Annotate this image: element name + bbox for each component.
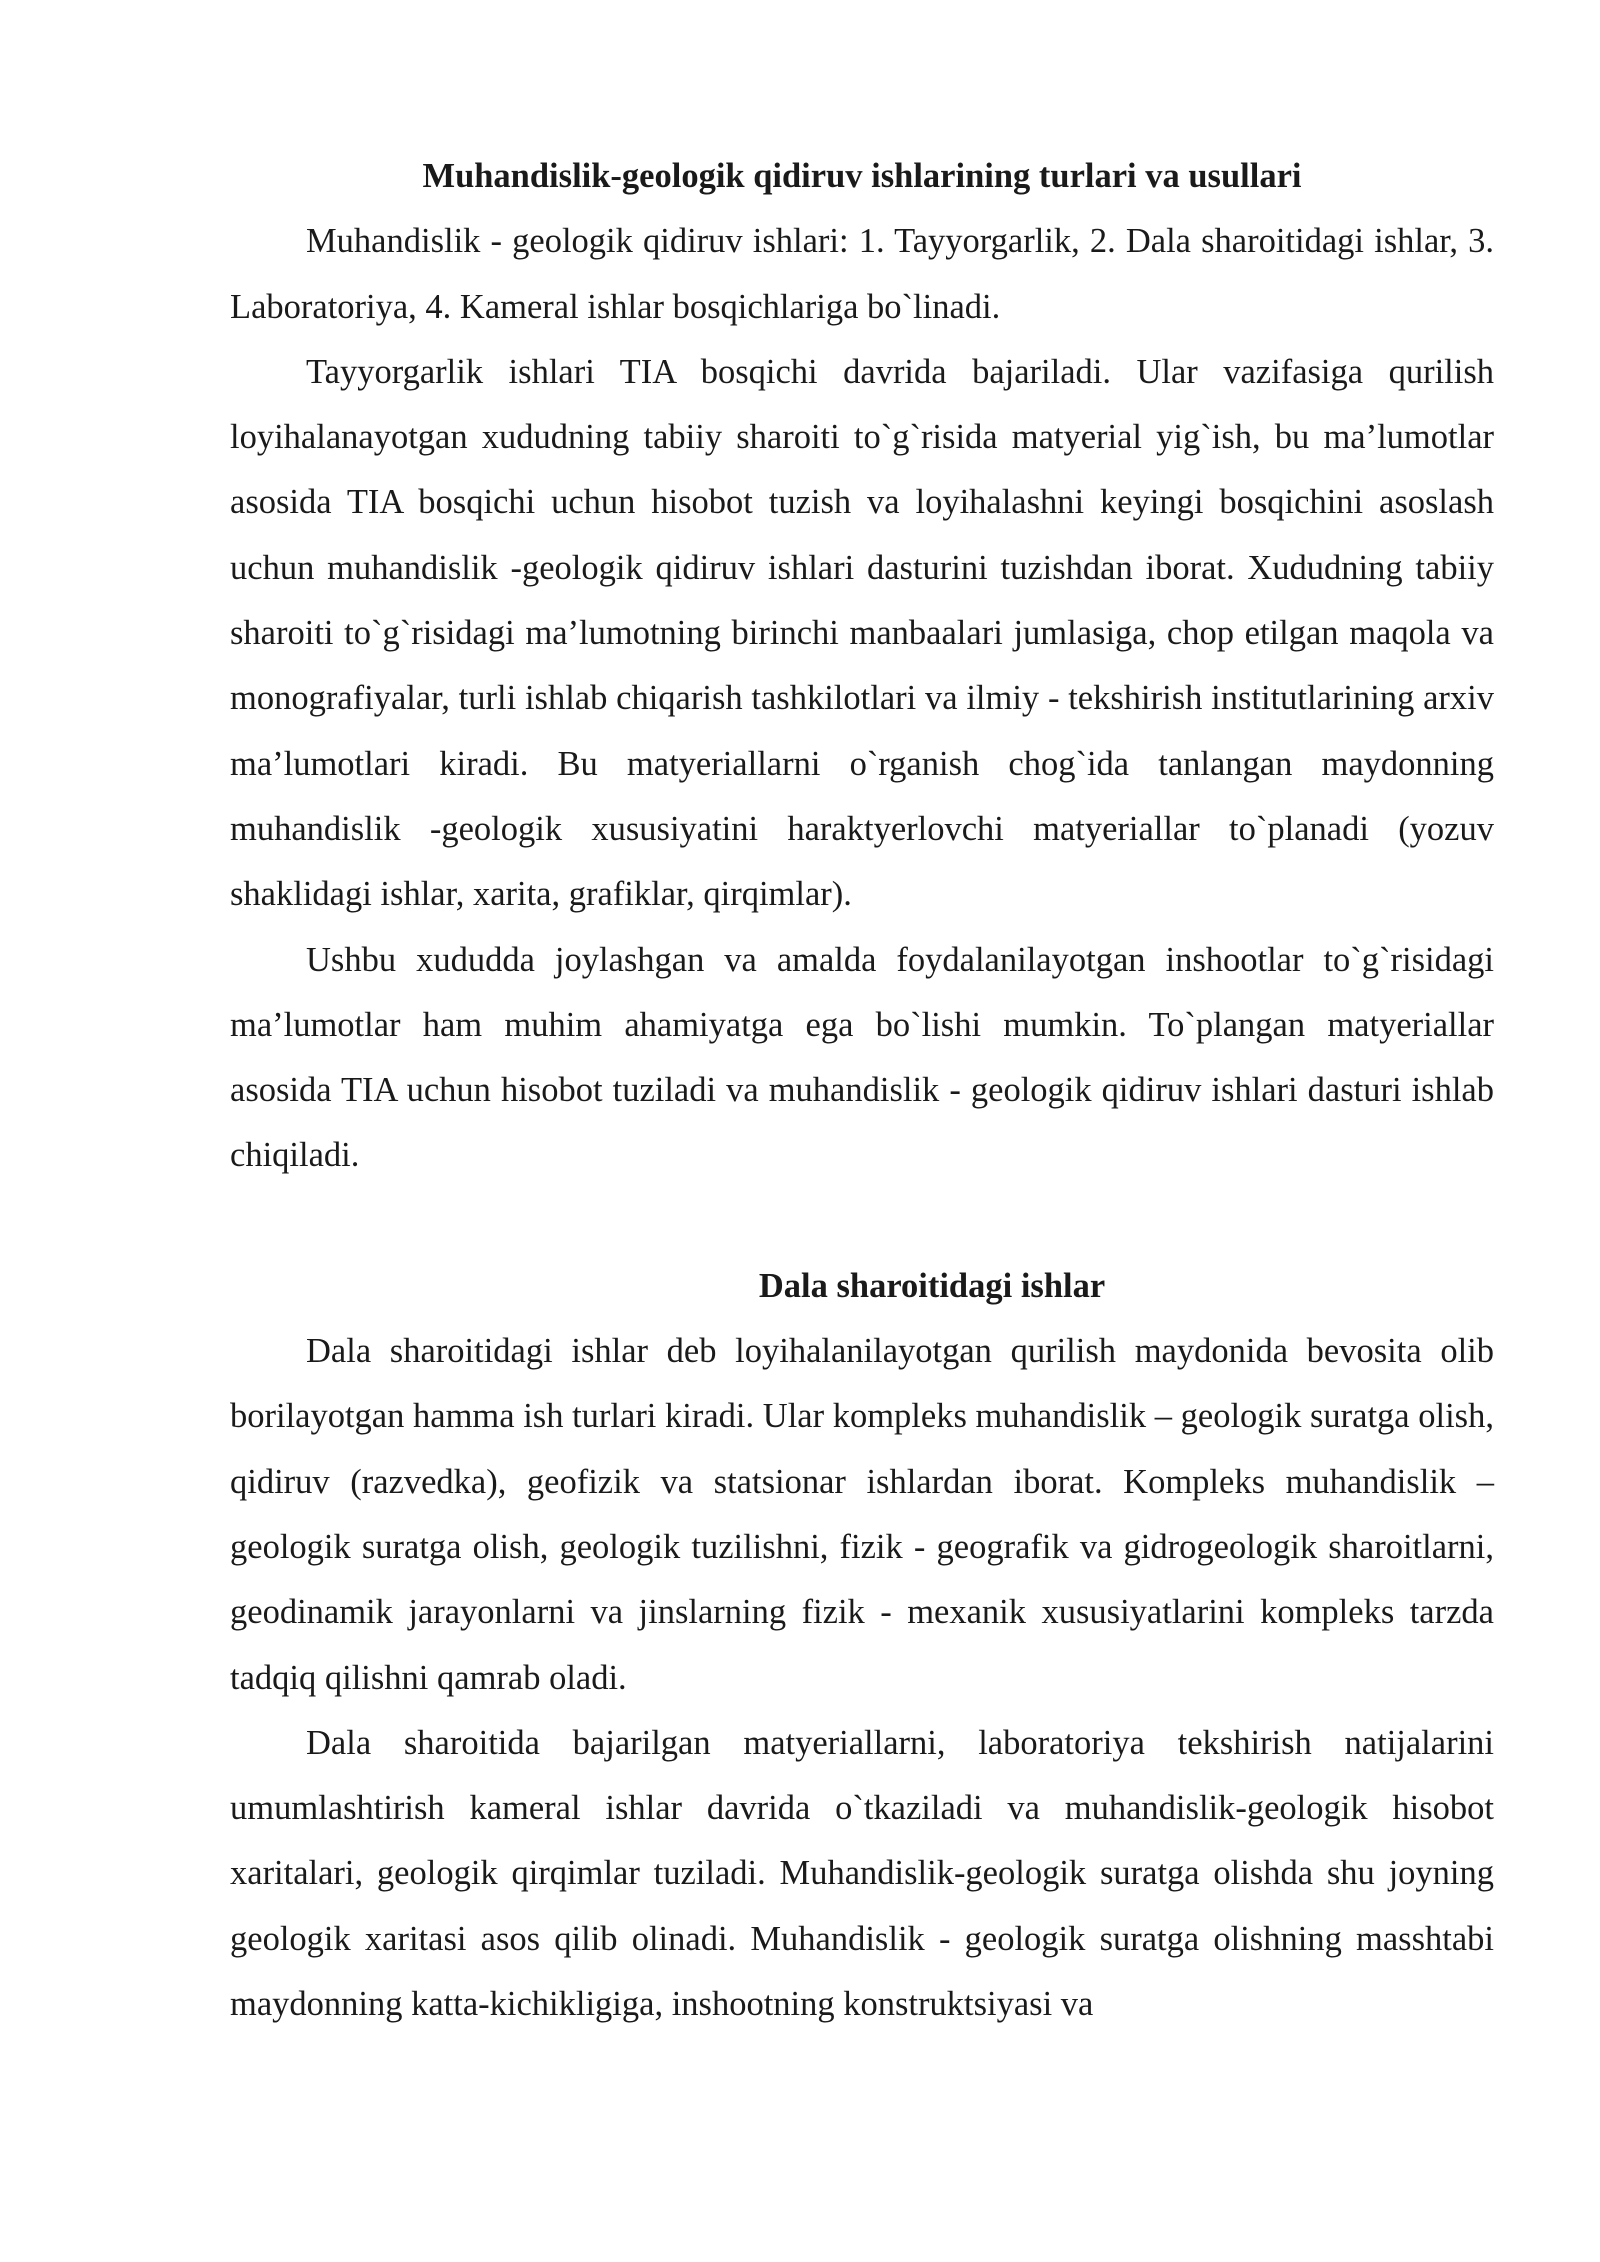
paragraph-qidiruv-stages: Muhandislik - geologik qidiruv ishlari: 1. Tayyorgarlik, 2. Dala sharoitidagi ishlar, 3. Laboratoriya, 4. Kameral ishlar bosqichlariga bo`linadi. — [230, 222, 1494, 326]
paragraph-dala-ishlari: Dala sharoitidagi ishlar deb loyihalanilayotgan qurilish maydonida bevosita olib borilayotgan hamma ish turlari kiradi. Ular kompleks muhandislik – geologik suratga olish, qidiruv (razvedka), geofizik va statsionar ishlardan iborat. Kompleks muhandislik – geologik suratga olish, geologik tuzilishni, fizik - geografik va gidrogeologik sharoitlarni, geodinamik jarayonlarni va jinslarning fizik - mexanik xususiyatlarini kompleks tarzda tadqiq qilishni qamrab oladi. — [230, 1332, 1494, 1697]
paragraph-inshootlar: Ushbu xududda joylashgan va amalda foydalanilayotgan inshootlar to`g`risidagi ma’lumotlar ham muhim ahamiyatga ega bo`lishi mumkin. To`plangan matyeriallar asosida TIA uchun hisobot tuziladi va muhandislik - geologik qidiruv ishlari dasturi ishlab chiqiladi. — [230, 940, 1494, 1175]
paragraph-kameral-ishlar: Dala sharoitida bajarilgan matyeriallarni, laboratoriya tekshirish natijalarini umumlashtirish kameral ishlar davrida o`tkaziladi va muhandislik-geologik hisobot xaritalari, geologik qirqimlar tuziladi. Muhandislik-geologik suratga olishda shu joyning geologik xaritasi asos qilib olinadi. Muhandislik - geologik suratga olishning masshtabi maydonning katta-kichikligiga, inshootning konstruktsiyasi va — [230, 1723, 1494, 2024]
paragraph-tayyorgarlik: Tayyorgarlik ishlari TIA bosqichi davrida bajariladi. Ular vazifasiga qurilish loyihalanayotgan xududning tabiiy sharoiti to`g`risida matyerial yig`ish, bu ma’lumotlar asosida TIA bosqichi uchun hisobot tuzish va loyihalashni keyingi bosqichini asoslash uchun muhandislik -geologik qidiruv ishlari dasturini tuzishdan iborat. Xududning tabiiy sharoiti to`g`risidagi ma’lumotning birinchi manbaalari jumlasiga, chop etilgan maqola va monografiyalar, turli ishlab chiqarish tashkilotlari va ilmiy - tekshirish institutlarining arxiv ma’lumotlari kiradi. Bu matyeriallarni o`rganish chog`ida tanlangan maydonning muhandislik -geologik xususiyatini haraktyerlovchi matyeriallar to`planadi (yozuv shaklidagi ishlar, xarita, grafiklar, qirqimlar). — [230, 352, 1494, 914]
document-title: Muhandislik-geologik qidiruv ishlarining turlari va usullari — [422, 157, 1302, 195]
section-title: Dala sharoitidagi ishlar — [758, 1266, 1106, 1305]
document-page — [230, 144, 1494, 2037]
